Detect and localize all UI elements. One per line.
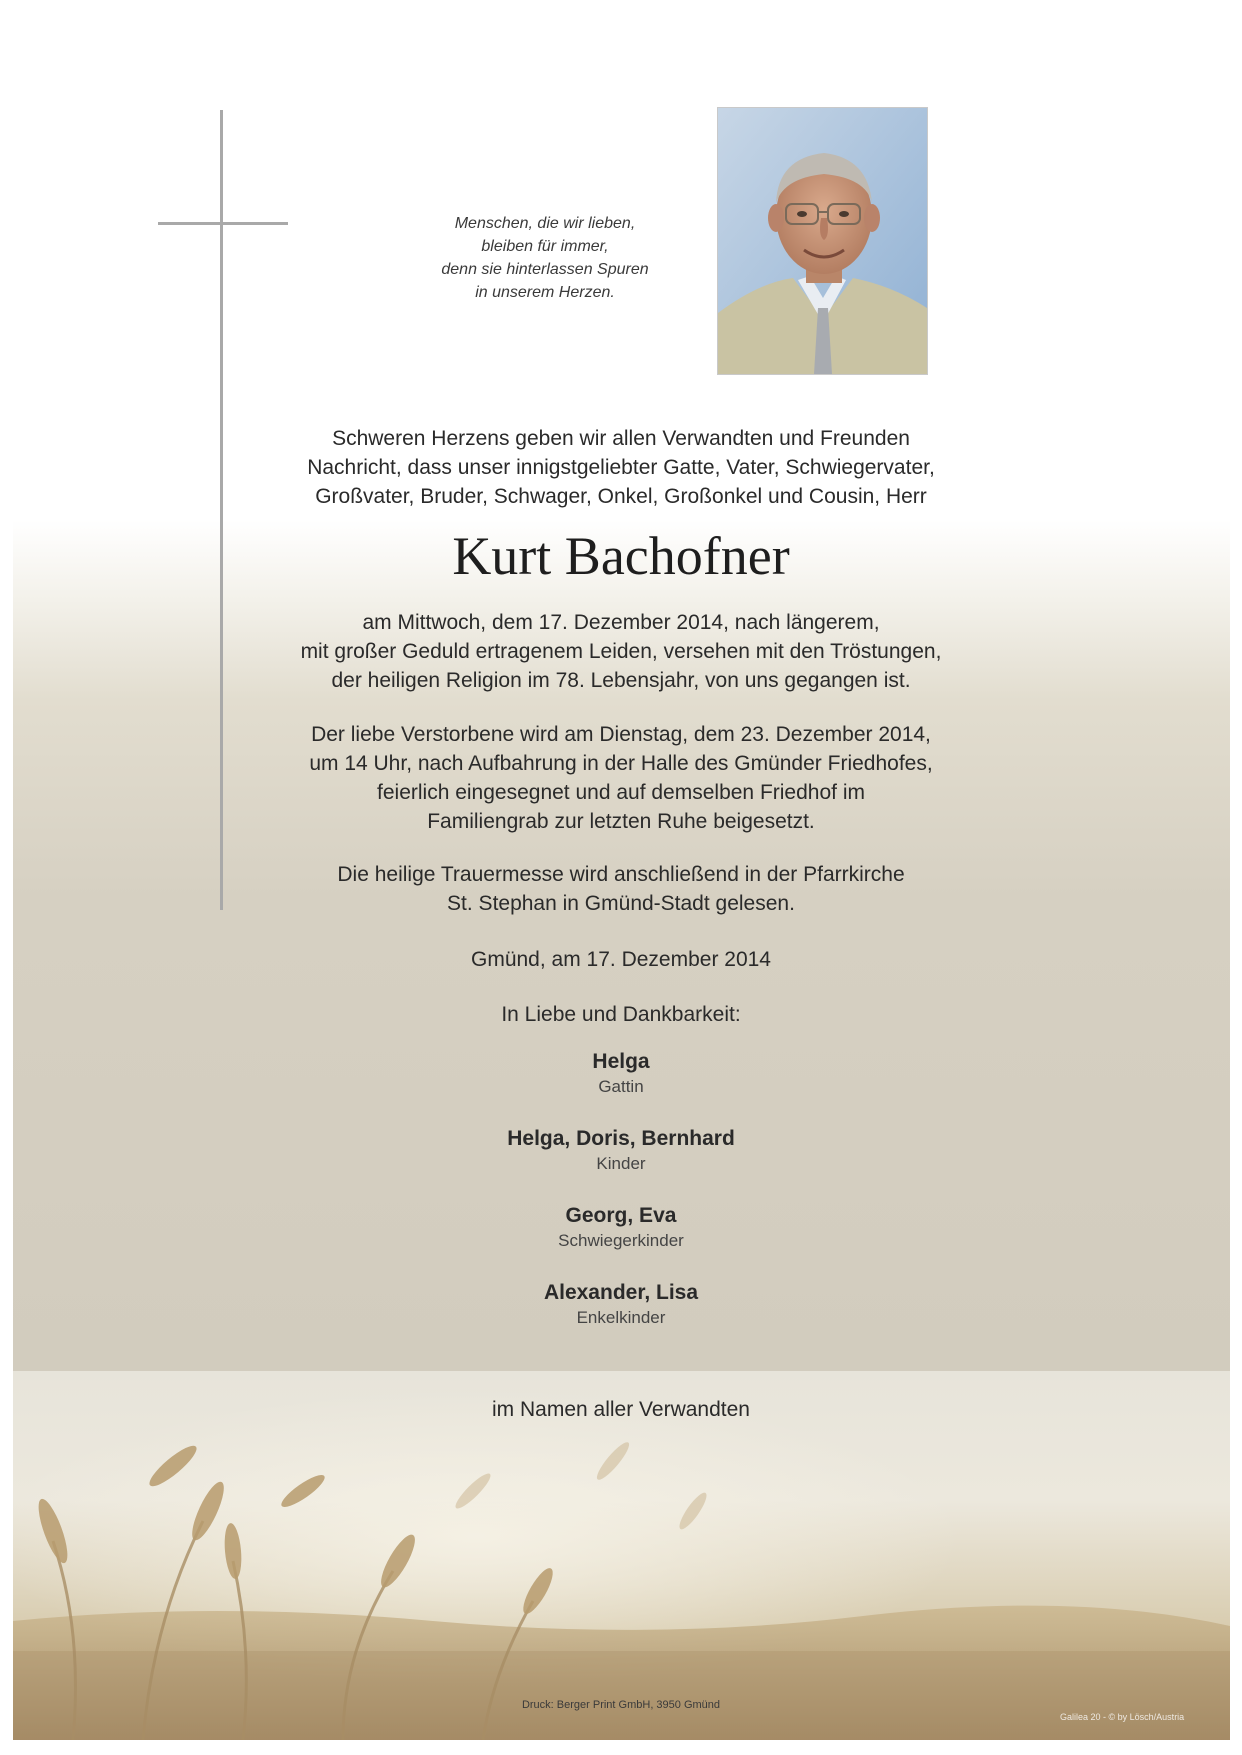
place-and-date: Gmünd, am 17. Dezember 2014	[471, 948, 771, 971]
family-names: Alexander, Lisa	[543, 1281, 699, 1304]
family-role: Enkelkinder	[576, 1308, 666, 1327]
memorial-quote	[395, 212, 695, 304]
thanks-heading: In Liebe und Dankbarkeit:	[501, 1003, 741, 1026]
funeral-details-line: um 14 Uhr, nach Aufbahrung in der Halle des Gmünder Friedhofes,	[309, 752, 933, 775]
death-details-line: mit großer Geduld ertragenem Leiden, versehen mit den Tröstungen,	[300, 640, 942, 663]
mass-details-line: Die heilige Trauermesse wird anschließend in der Pfarrkirche	[337, 863, 905, 886]
quote-line: denn sie hinterlassen Spuren	[441, 261, 649, 278]
wheat-field-illustration	[13, 1371, 1230, 1740]
family-role: Gattin	[598, 1077, 644, 1096]
death-details-line: am Mittwoch, dem 17. Dezember 2014, nach längerem,	[362, 611, 880, 634]
family-entry	[0, 1202, 1242, 1253]
quote-line: Menschen, die wir lieben,	[454, 215, 636, 232]
wheat-field-image	[13, 1371, 1230, 1740]
funeral-details	[0, 720, 1242, 836]
funeral-details-line: feierlich eingesegnet und auf demselben Friedhof im	[377, 781, 865, 804]
intro-line: Nachricht, dass unser innigstgeliebter Gatte, Vater, Schwiegervater,	[307, 456, 935, 479]
family-role: Kinder	[596, 1154, 646, 1173]
death-details	[0, 608, 1242, 695]
announcement-intro	[0, 424, 1242, 511]
deceased-name: Kurt Bachofner	[452, 526, 790, 586]
family-names: Georg, Eva	[565, 1204, 677, 1227]
portrait-illustration	[718, 108, 927, 374]
family-role: Schwiegerkinder	[558, 1231, 684, 1250]
death-details-line: der heiligen Religion im 78. Lebensjahr, von uns gegangen ist.	[331, 669, 911, 692]
mass-details	[0, 860, 1242, 918]
portrait-photo	[717, 107, 928, 375]
quote-line: in unserem Herzen.	[475, 284, 615, 301]
family-entry	[0, 1048, 1242, 1099]
family-entry	[0, 1125, 1242, 1176]
intro-line: Großvater, Bruder, Schwager, Onkel, Großonkel und Cousin, Herr	[315, 485, 927, 508]
printer-credit: Druck: Berger Print GmbH, 3950 Gmünd	[521, 1699, 721, 1711]
intro-line: Schweren Herzens geben wir allen Verwandten und Freunden	[332, 427, 910, 450]
copyright-note: Galilea 20 - © by Lösch/Austria	[1060, 1712, 1185, 1722]
family-names: Helga	[592, 1050, 650, 1073]
funeral-details-line: Familiengrab zur letzten Ruhe beigesetzt.	[427, 810, 815, 833]
family-entry	[0, 1279, 1242, 1330]
cross-horizontal-bar	[158, 222, 288, 225]
mass-details-line: St. Stephan in Gmünd-Stadt gelesen.	[447, 892, 795, 915]
funeral-details-line: Der liebe Verstorbene wird am Dienstag, dem 23. Dezember 2014,	[311, 723, 931, 746]
closing-line: im Namen aller Verwandten	[492, 1398, 750, 1421]
quote-line: bleiben für immer,	[481, 238, 609, 255]
family-names: Helga, Doris, Bernhard	[507, 1127, 735, 1150]
